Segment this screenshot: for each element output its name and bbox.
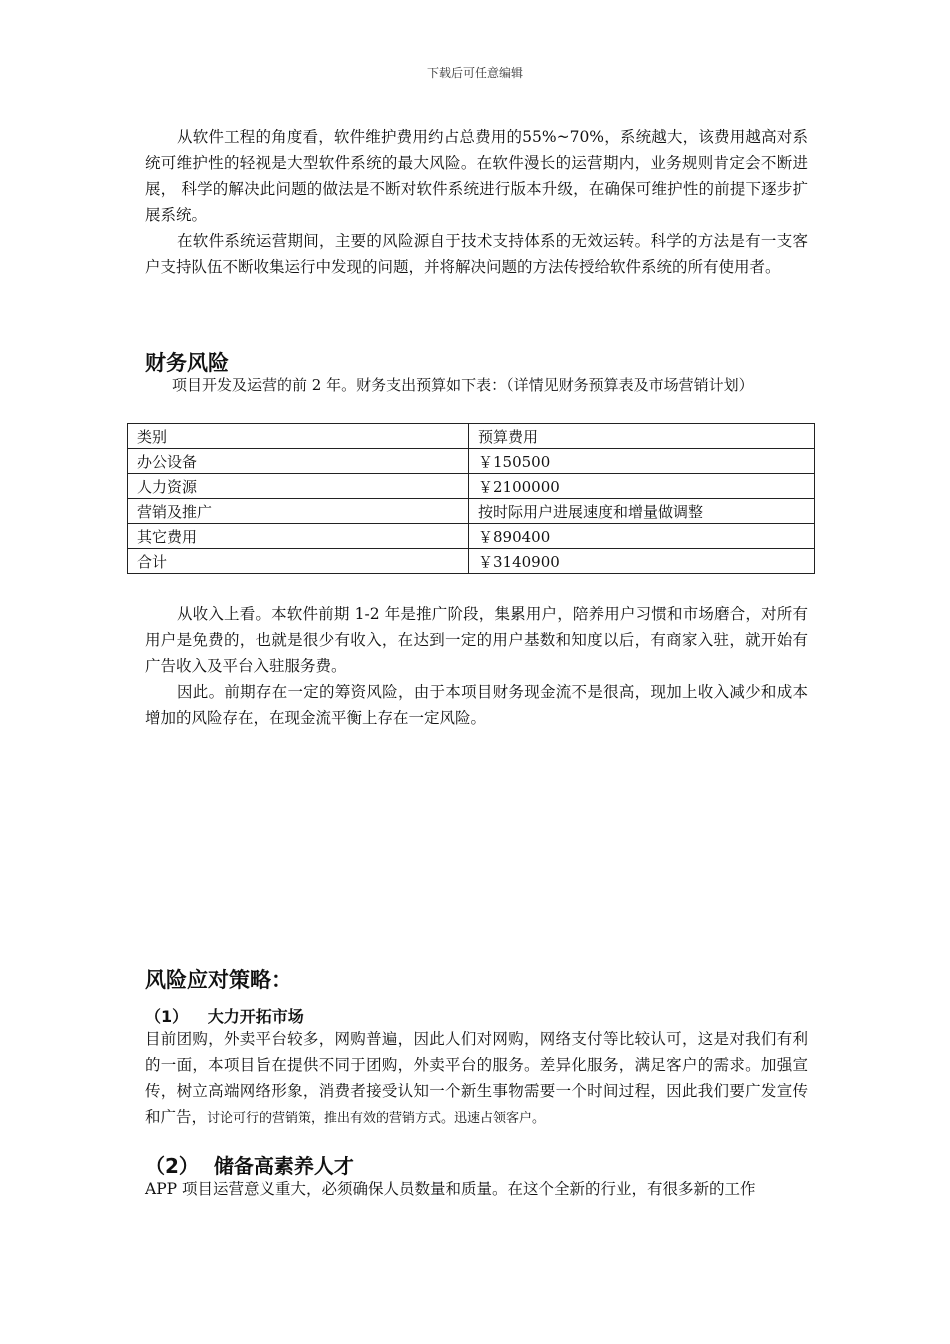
table-cell: 办公设备	[128, 449, 469, 474]
intro-paragraph-2: 在软件系统运营期间，主要的风险源自于技术支持体系的无效运转。科学的方法是有一支客户支持队伍不断收集运行中发现的问题，并将解决问题的方法传授给软件系统的所有使用者。	[145, 232, 808, 276]
finance-analysis	[145, 601, 808, 731]
table-row	[128, 474, 815, 499]
strategy-1-body	[145, 1026, 808, 1132]
table-cell: 其它费用	[128, 524, 469, 549]
table-cell: 按时际用户进展速度和增量做调整	[469, 499, 815, 524]
strategy-1-number: （1）	[145, 1007, 189, 1026]
table-row	[128, 549, 815, 574]
table-header-cell: 预算费用	[469, 424, 815, 449]
strategy-1-main-text: 目前团购，外卖平台较多，网购普遍，因此人们对网购，网络支付等比较认可，这是对我们有利的一面，本项目旨在提供不同于团购，外卖平台的服务。差异化服务，满足客户的需求。加强宣传，树立高端网络形象，消费者接受认知一个新生事物需要一个时间过程，因此我们要广发宣传和广告，	[145, 1030, 808, 1126]
strategy-1-text	[145, 1026, 808, 1132]
strategy-1-heading	[145, 1004, 304, 1027]
strategy-2-number: （2）	[145, 1154, 199, 1178]
strategy-2-title: 储备高素养人才	[213, 1154, 354, 1178]
table-header-row	[128, 424, 815, 449]
table-cell: 营销及推广	[128, 499, 469, 524]
intro-section	[145, 124, 808, 280]
strategy-2-text: APP 项目运营意义重大，必须确保人员数量和质量。在这个全新的行业，有很多新的工作	[145, 1180, 756, 1198]
table-cell: ￥150500	[469, 449, 815, 474]
table-cell: 人力资源	[128, 474, 469, 499]
funding-risk-paragraph	[145, 679, 808, 731]
table-cell: ￥2100000	[469, 474, 815, 499]
strategy-heading: 风险应对策略：	[145, 968, 292, 992]
table-cell: ￥3140900	[469, 549, 815, 574]
page-header: 下载后可任意编辑	[426, 66, 523, 80]
finance-heading: 财务风险	[145, 351, 229, 375]
table-cell: ￥890400	[469, 524, 815, 549]
finance-intro: 项目开发及运营的前 2 年。财务支出预算如下表：（详情见财务预算表及市场营销计划）	[172, 376, 754, 394]
table-row	[128, 524, 815, 549]
budget-table	[127, 423, 815, 574]
funding-risk-prefix: 因此。前期存在一定的	[177, 683, 335, 701]
table-row	[128, 499, 815, 524]
intro-paragraph-1: 从软件工程的角度看，软件维护费用约占总费用的55%~70%，系统越大，该费用越高对系统可维护性的轻视是大型软件系统的最大风险。在软件漫长的运营期内，业务规则肯定会不断进展， 科学的解决此问题的做法是不断对软件系统进行版本升级，在确保可维护性的前提下逐步扩展系统。	[145, 128, 808, 224]
finance-intro-block	[140, 373, 808, 398]
table-cell: 合计	[128, 549, 469, 574]
strategy-1-small-text: 讨论可行的营销策，推出有效的营销方式。迅速占领客户。	[207, 1111, 546, 1126]
strategy-1-title: 大力开拓市场	[207, 1007, 304, 1026]
funding-risk-text: 筹资风险，由于本项目财务现金流不是很高，现加上收入减少和成本增加的风险存在，在现金流平衡上存在一定风险。	[145, 683, 808, 727]
table-header-cell: 类别	[128, 424, 469, 449]
table-row	[128, 449, 815, 474]
strategy-2-heading	[145, 1150, 354, 1179]
income-paragraph: 从收入上看。本软件前期 1-2 年是推广阶段，集累用户，陪养用户习惯和市场磨合，对所有用户是免费的，也就是很少有收入，在达到一定的用户基数和知度以后，有商家入驻，就开始有广告收入及平台入驻服务费。	[145, 605, 808, 675]
strategy-2-body	[145, 1176, 808, 1202]
